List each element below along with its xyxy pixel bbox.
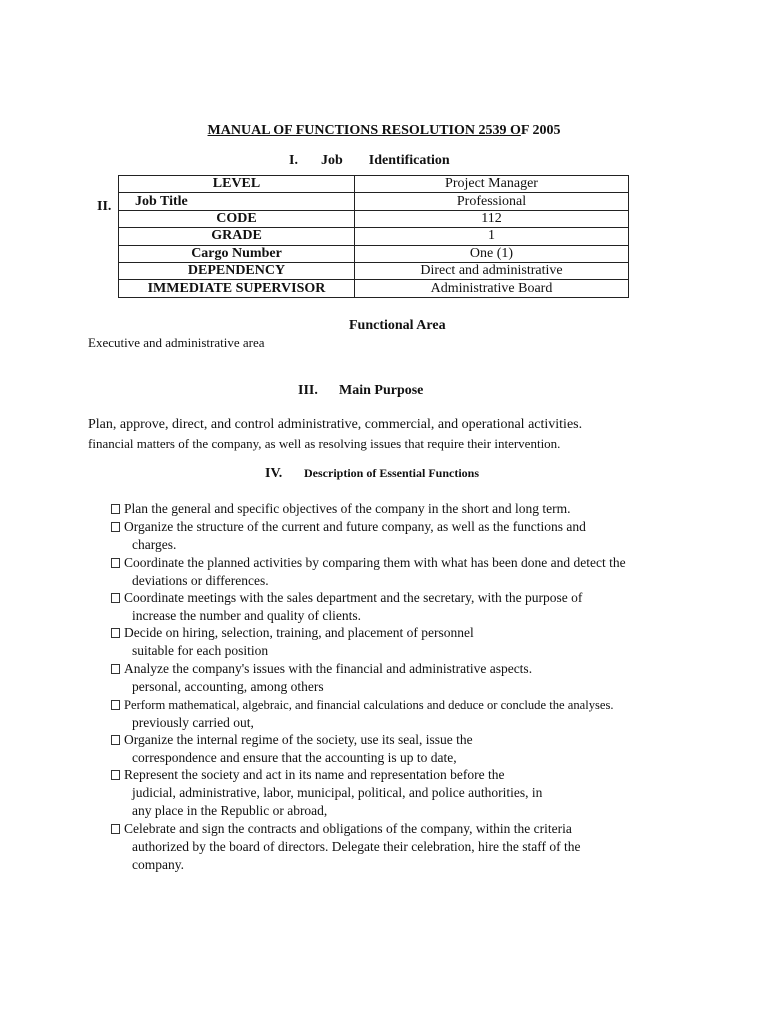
- function-continuation: suitable for each position: [132, 643, 269, 658]
- function-text: Coordinate the planned activities by comparing them with what has been done and detect the: [124, 555, 626, 570]
- table-row: [119, 193, 629, 210]
- function-continuation: increase the number and quality of clients.: [132, 608, 362, 623]
- checkbox-bullet-icon: [111, 770, 120, 780]
- table-label: Job Title: [119, 193, 355, 210]
- list-item: [111, 660, 532, 696]
- document-title-rest: F 2005: [520, 123, 561, 138]
- section-3-number: III.: [298, 383, 318, 398]
- function-continuation: deviations or differences.: [132, 573, 269, 588]
- list-item: [111, 766, 542, 820]
- checkbox-bullet-icon: [111, 558, 120, 568]
- table-label: CODE: [119, 210, 355, 227]
- function-continuation: previously carried out,: [132, 715, 254, 730]
- functional-area-heading: Functional Area: [349, 318, 446, 333]
- section-3-heading: [298, 383, 423, 399]
- table-label: LEVEL: [119, 176, 355, 193]
- list-item: [111, 518, 586, 554]
- section-1-word-1: Job: [321, 153, 343, 168]
- checkbox-bullet-icon: [111, 700, 120, 710]
- function-text: Perform mathematical, algebraic, and financial calculations and deduce or conclude the analyses.: [124, 698, 614, 712]
- function-text: Decide on hiring, selection, training, and placement of personnel: [124, 625, 474, 640]
- table-value: 1: [355, 228, 629, 245]
- table-label: GRADE: [119, 228, 355, 245]
- function-text: Celebrate and sign the contracts and obligations of the company, within the criteria: [124, 821, 572, 836]
- table-value: Professional: [355, 193, 629, 210]
- checkbox-bullet-icon: [111, 628, 120, 638]
- table-value: Administrative Board: [355, 280, 629, 297]
- function-text: Analyze the company's issues with the financial and administrative aspects.: [124, 661, 533, 676]
- table-value: One (1): [355, 245, 629, 262]
- section-1-word-2: Identification: [368, 153, 450, 168]
- table-row: [119, 176, 629, 193]
- table-value: Direct and administrative: [355, 262, 629, 279]
- function-continuation: charges.: [132, 537, 177, 552]
- document-title-underlined: MANUAL OF FUNCTIONS RESOLUTION 2539 O: [207, 123, 521, 138]
- section-4-title: Description of Essential Functions: [304, 466, 480, 480]
- table-row: [119, 262, 629, 279]
- function-text: Organize the structure of the current and future company, as well as the functions and: [124, 519, 586, 534]
- table-value: Project Manager: [355, 176, 629, 193]
- document-title: [0, 123, 768, 139]
- list-item: [111, 589, 582, 625]
- list-item: [111, 696, 614, 732]
- section-2-number: II.: [97, 199, 112, 214]
- table-label: IMMEDIATE SUPERVISOR: [119, 280, 355, 297]
- section-4-heading: [265, 466, 479, 482]
- table-row: [119, 280, 629, 297]
- function-continuation: company.: [132, 857, 184, 872]
- table-row: [119, 228, 629, 245]
- table-label: DEPENDENCY: [119, 262, 355, 279]
- section-3-title: Main Purpose: [339, 383, 424, 398]
- function-text: Organize the internal regime of the society, use its seal, issue the: [124, 732, 473, 747]
- job-identification-table: [118, 175, 629, 298]
- function-text: Represent the society and act in its name and representation before the: [124, 767, 505, 782]
- checkbox-bullet-icon: [111, 735, 120, 745]
- section-4-number: IV.: [265, 466, 283, 481]
- function-text: Coordinate meetings with the sales department and the secretary, with the purpose of: [124, 590, 583, 605]
- function-text: Plan the general and specific objectives of the company in the short and long term.: [124, 501, 571, 516]
- checkbox-bullet-icon: [111, 664, 120, 674]
- table-value: 112: [355, 210, 629, 227]
- checkbox-bullet-icon: [111, 522, 120, 532]
- purpose-line-2: financial matters of the company, as well as resolving issues that require their intervention.: [88, 436, 561, 451]
- list-item: [111, 820, 580, 874]
- function-continuation: personal, accounting, among others: [132, 679, 324, 694]
- section-1-heading: [289, 153, 450, 169]
- list-item: [111, 500, 571, 518]
- table-label: Cargo Number: [119, 245, 355, 262]
- list-item: [111, 554, 626, 590]
- function-continuation: judicial, administrative, labor, municipal, political, and police authorities, in: [132, 785, 543, 800]
- list-item: [111, 731, 473, 767]
- list-item: [111, 624, 474, 660]
- function-continuation: authorized by the board of directors. Delegate their celebration, hire the staff of the: [132, 839, 581, 854]
- function-continuation: any place in the Republic or abroad,: [132, 803, 328, 818]
- checkbox-bullet-icon: [111, 504, 120, 514]
- table-row: [119, 245, 629, 262]
- table-row: [119, 210, 629, 227]
- function-continuation: correspondence and ensure that the accounting is up to date,: [132, 750, 457, 765]
- functional-area-text: Executive and administrative area: [88, 335, 265, 350]
- checkbox-bullet-icon: [111, 824, 120, 834]
- section-1-number: I.: [289, 153, 298, 168]
- checkbox-bullet-icon: [111, 593, 120, 603]
- purpose-line-1: Plan, approve, direct, and control administrative, commercial, and operational activities.: [88, 417, 583, 432]
